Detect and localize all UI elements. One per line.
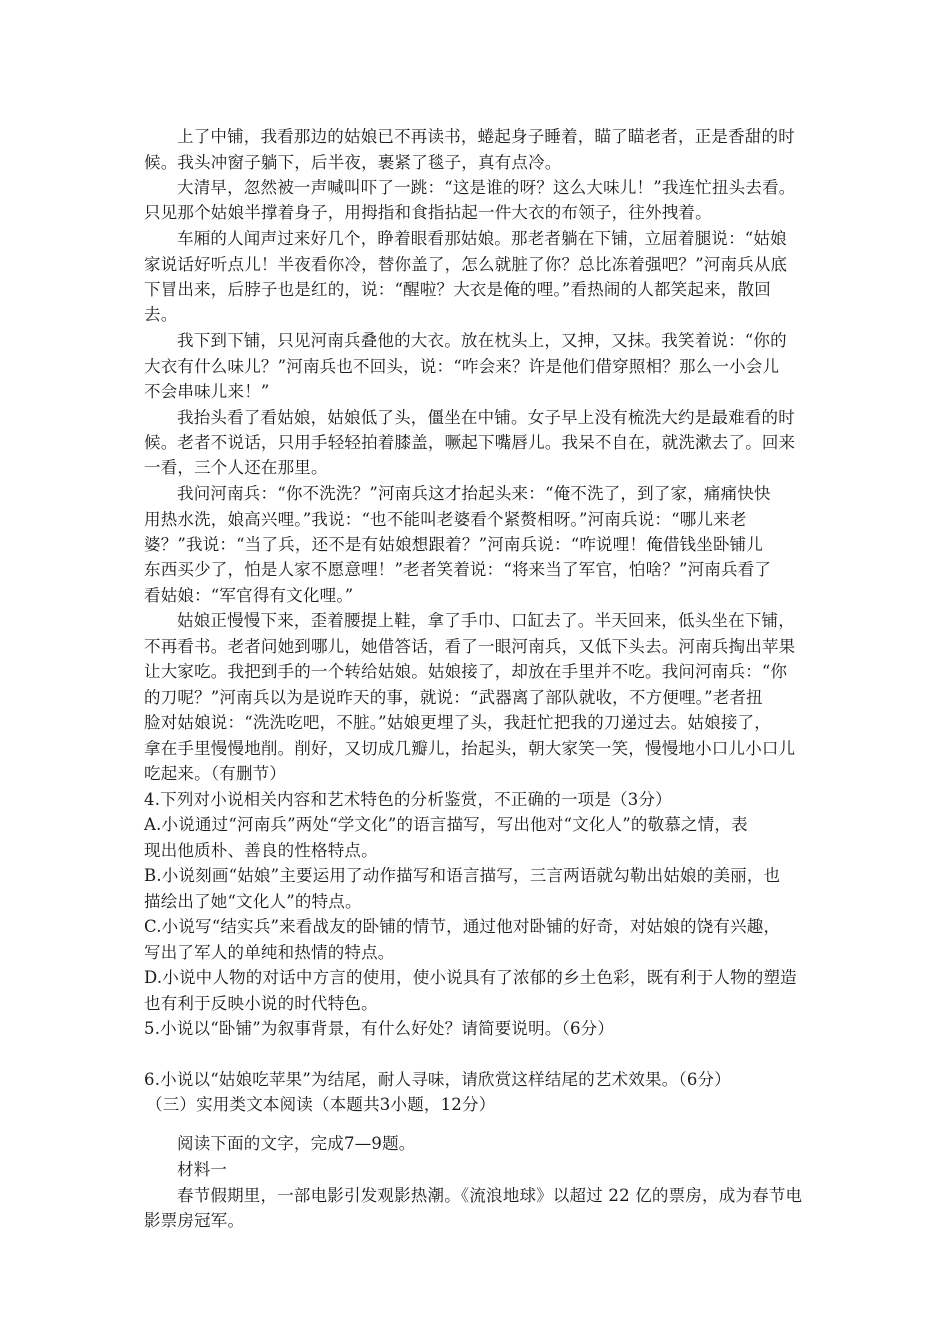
section-heading: （三）实用类文本阅读（本题共3小题，12分） — [146, 1095, 496, 1114]
paragraph-line: 大清早，忽然被一声喊叫吓了一跳：“这是谁的呀？这么大味儿！”我连忙扭头去看。 — [177, 178, 796, 197]
instruction-line: 阅读下面的文字，完成7—9题。 — [177, 1134, 416, 1153]
paragraph-line: 婆？”我说：“当了兵，还不是有姑娘想跟着？”河南兵说：“咋说哩！俺借钱坐卧铺儿 — [144, 535, 764, 554]
option-c-line: C.小说写“结实兵”来看战友的卧铺的情节，通过他对卧铺的好奇，对姑娘的饶有兴趣， — [144, 917, 781, 936]
question-5: 5.小说以“卧铺”为叙事背景，有什么好处？请简要说明。（6分） — [144, 1019, 615, 1038]
paragraph-line: 姑娘正慢慢下来，歪着腰提上鞋，拿了手巾、口缸去了。半天回来，低头坐在下铺， — [177, 611, 795, 630]
option-c-line: 写出了军人的单纯和热情的特点。 — [144, 943, 395, 962]
paragraph-line: 看姑娘：“军官得有文化哩。” — [144, 586, 354, 605]
paragraph-line: 大衣有什么味儿？”河南兵也不回头，说：“咋会来？许是他们借穿照相？那么一小会儿 — [144, 357, 780, 376]
paragraph-line: 我下到下铺，只见河南兵叠他的大衣。放在枕头上，又抻，又抹。我笑着说：“你的 — [177, 331, 787, 350]
paragraph-line: 不会串味儿来！” — [144, 382, 270, 401]
paragraph-line: 吃起来。（有删节） — [144, 764, 287, 783]
paragraph-line: 只见那个姑娘半撑着身子，用拇指和食指拈起一件大衣的布领子，往外拽着。 — [144, 203, 712, 222]
option-b-line: B.小说刻画“姑娘”主要运用了动作描写和语言描写，三言两语就勾勒出姑娘的美丽，也 — [144, 866, 781, 885]
paragraph-line: 候。老者不说话，只用手轻轻拍着膝盖，噘起下嘴唇儿。我呆不自在，就洗漱去了。回来 — [144, 433, 796, 452]
paragraph-line: 让大家吃。我把到手的一个转给姑娘。姑娘接了，却放在手里并不吃。我问河南兵：“你 — [144, 662, 788, 681]
paragraph-line: 车厢的人闻声过来好几个，睁着眼看那姑娘。那老者躺在下铺，立屈着腿说：“姑娘 — [177, 229, 787, 248]
paragraph-line: 用热水洗，娘高兴哩。”我说：“也不能叫老婆看个紧赘相呀。”河南兵说：“哪儿来老 — [144, 510, 747, 529]
paragraph-line: 不再看书。老者问她到哪儿，她借答话，看了一眼河南兵，又低下头去。河南兵掏出苹果 — [144, 637, 796, 656]
question-4: 4.下列对小说相关内容和艺术特色的分析鉴赏，不正确的一项是（3分） — [144, 790, 672, 809]
question-6: 6.小说以“姑娘吃苹果”为结尾，耐人寻味，请欣赏这样结尾的艺术效果。（6分） — [144, 1070, 731, 1089]
paragraph-line: 我抬头看了看姑娘，姑娘低了头，僵坐在中铺。女子早上没有梳洗大约是最难看的时 — [177, 408, 795, 427]
option-a-line: A.小说通过“河南兵”两处“学文化”的语言描写，写出他对“文化人”的敬慕之情，表 — [144, 815, 748, 834]
paragraph-line: 拿在手里慢慢地削。削好，又切成几瓣儿，抬起头，朝大家笑一笑，慢慢地小口儿小口儿 — [144, 739, 796, 758]
option-a-line: 现出他质朴、善良的性格特点。 — [144, 841, 378, 860]
paragraph-line: 影票房冠军。 — [144, 1211, 245, 1230]
paragraph-line: 家说话好听点儿！半夜看你冷，替你盖了，怎么就脏了你？总比冻着强吧？”河南兵从底 — [144, 255, 788, 274]
paragraph-line: 去。 — [144, 305, 178, 324]
paragraph-line: 脸对姑娘说：“洗洗吃吧，不脏。”姑娘更埋了头，我赶忙把我的刀递过去。姑娘接了， — [144, 713, 771, 732]
paragraph-line: 我问河南兵：“你不洗洗？”河南兵这才抬起头来：“俺不洗了，到了家，痛痛快快 — [177, 484, 771, 503]
paragraph-line: 下冒出来，后脖子也是红的，说：“醒啦？大衣是俺的哩。”看热闹的人都笑起来，散回 — [144, 280, 771, 299]
material-label: 材料一 — [177, 1160, 228, 1179]
option-d-line: 也有利于反映小说的时代特色。 — [144, 994, 378, 1013]
paragraph-line: 东西买少了，怕是人家不愿意哩！”老者笑着说：“将来当了军官，怕啥？”河南兵看了 — [144, 560, 772, 579]
paragraph-line: 候。我头冲窗子躺下，后半夜，裹紧了毯子，真有点冷。 — [144, 153, 562, 172]
option-b-line: 描绘出了她“文化人”的特点。 — [144, 892, 362, 911]
paragraph-line: 的刀呢？”河南兵以为是说昨天的事，就说：“武器离了部队就收，不方便哩。”老者扭 — [144, 688, 763, 707]
paragraph-line: 春节假期里，一部电影引发观影热潮。《流浪地球》以超过 22 亿的票房，成为春节电 — [177, 1186, 803, 1205]
paragraph-line: 一看，三个人还在那里。 — [144, 458, 328, 477]
paragraph-line: 上了中铺，我看那边的姑娘已不再读书，蜷起身子睡着，瞄了瞄老者，正是香甜的时 — [177, 127, 795, 146]
option-d-line: D.小说中人物的对话中方言的使用，使小说具有了浓郁的乡土色彩，既有利于人物的塑造 — [144, 968, 797, 987]
